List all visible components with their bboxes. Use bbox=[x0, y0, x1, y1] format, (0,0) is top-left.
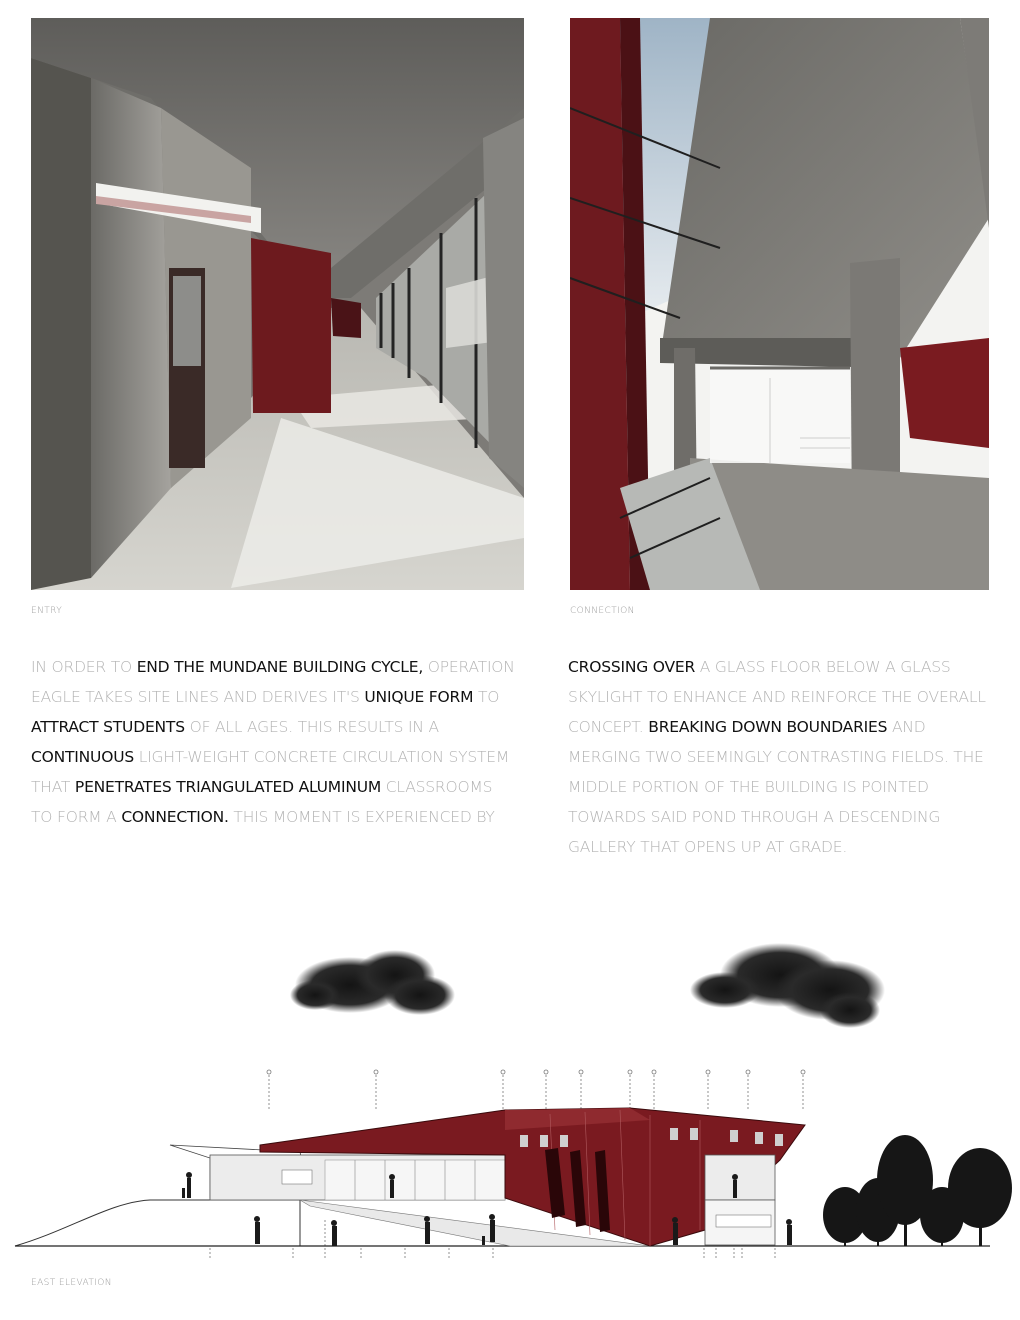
cloud-right bbox=[690, 943, 885, 1028]
highlight-phrase: BREAKING DOWN BOUNDARIES bbox=[648, 718, 888, 736]
entry-caption: ENTRY bbox=[31, 606, 63, 616]
text-line bbox=[31, 742, 531, 772]
body-phrase: THIS MOMENT IS EXPERIENCED BY bbox=[228, 808, 495, 826]
body-phrase: TO bbox=[473, 688, 500, 706]
body-phrase: TOWARDS SAID POND THROUGH A DESCENDING bbox=[568, 808, 941, 826]
body-phrase: EAGLE TAKES SITE LINES AND DERIVES IT'S bbox=[31, 688, 365, 706]
intro-paragraph-left bbox=[31, 652, 531, 832]
body-phrase: AND bbox=[887, 718, 926, 736]
text-line bbox=[568, 712, 998, 742]
text-line bbox=[31, 802, 531, 832]
text-line bbox=[568, 832, 998, 862]
text-line bbox=[568, 772, 998, 802]
highlight-phrase: UNIQUE FORM bbox=[364, 688, 474, 706]
highlight-phrase: CROSSING OVER bbox=[568, 658, 696, 676]
intro-paragraph-right bbox=[568, 652, 998, 862]
highlight-phrase: PENETRATES TRIANGULATED ALUMINUM bbox=[74, 778, 382, 796]
text-line bbox=[31, 772, 531, 802]
east-elevation-drawing bbox=[10, 930, 1015, 1260]
highlight-phrase: CONNECTION. bbox=[121, 808, 229, 826]
body-phrase: TO FORM A bbox=[31, 808, 122, 826]
cloud-left bbox=[290, 950, 455, 1015]
highlight-phrase: END THE MUNDANE BUILDING CYCLE, bbox=[136, 658, 424, 676]
body-phrase: IN ORDER TO bbox=[31, 658, 137, 676]
connection-caption: CONNECTION bbox=[570, 606, 635, 616]
body-phrase: GALLERY THAT OPENS UP AT GRADE. bbox=[568, 838, 848, 856]
text-line bbox=[568, 742, 998, 772]
text-line bbox=[31, 682, 531, 712]
east-elevation-caption: EAST ELEVATION bbox=[31, 1278, 112, 1288]
text-line bbox=[568, 802, 998, 832]
body-phrase: CONCEPT. bbox=[568, 718, 649, 736]
body-phrase: CLASSROOMS bbox=[381, 778, 493, 796]
body-phrase: A GLASS FLOOR BELOW A GLASS bbox=[695, 658, 951, 676]
highlight-phrase: CONTINUOUS bbox=[31, 748, 134, 766]
entry-render bbox=[31, 18, 524, 590]
body-phrase: OPERATION bbox=[423, 658, 515, 676]
body-phrase: OF ALL AGES. THIS RESULTS IN A bbox=[184, 718, 439, 736]
body-phrase: MERGING TWO SEEMINGLY CONTRASTING FIELDS. THE bbox=[568, 748, 984, 766]
body-phrase: SKYLIGHT TO ENHANCE AND REINFORCE THE OVERALL bbox=[568, 688, 986, 706]
body-phrase: THAT bbox=[31, 778, 75, 796]
text-line bbox=[568, 682, 998, 712]
text-line bbox=[31, 652, 531, 682]
body-phrase: LIGHT-WEIGHT CONCRETE CIRCULATION SYSTEM bbox=[133, 748, 510, 766]
text-line bbox=[568, 652, 998, 682]
connection-render bbox=[570, 18, 989, 590]
text-line bbox=[31, 712, 531, 742]
body-phrase: MIDDLE PORTION OF THE BUILDING IS POINTED bbox=[568, 778, 929, 796]
highlight-phrase: ATTRACT STUDENTS bbox=[31, 718, 185, 736]
